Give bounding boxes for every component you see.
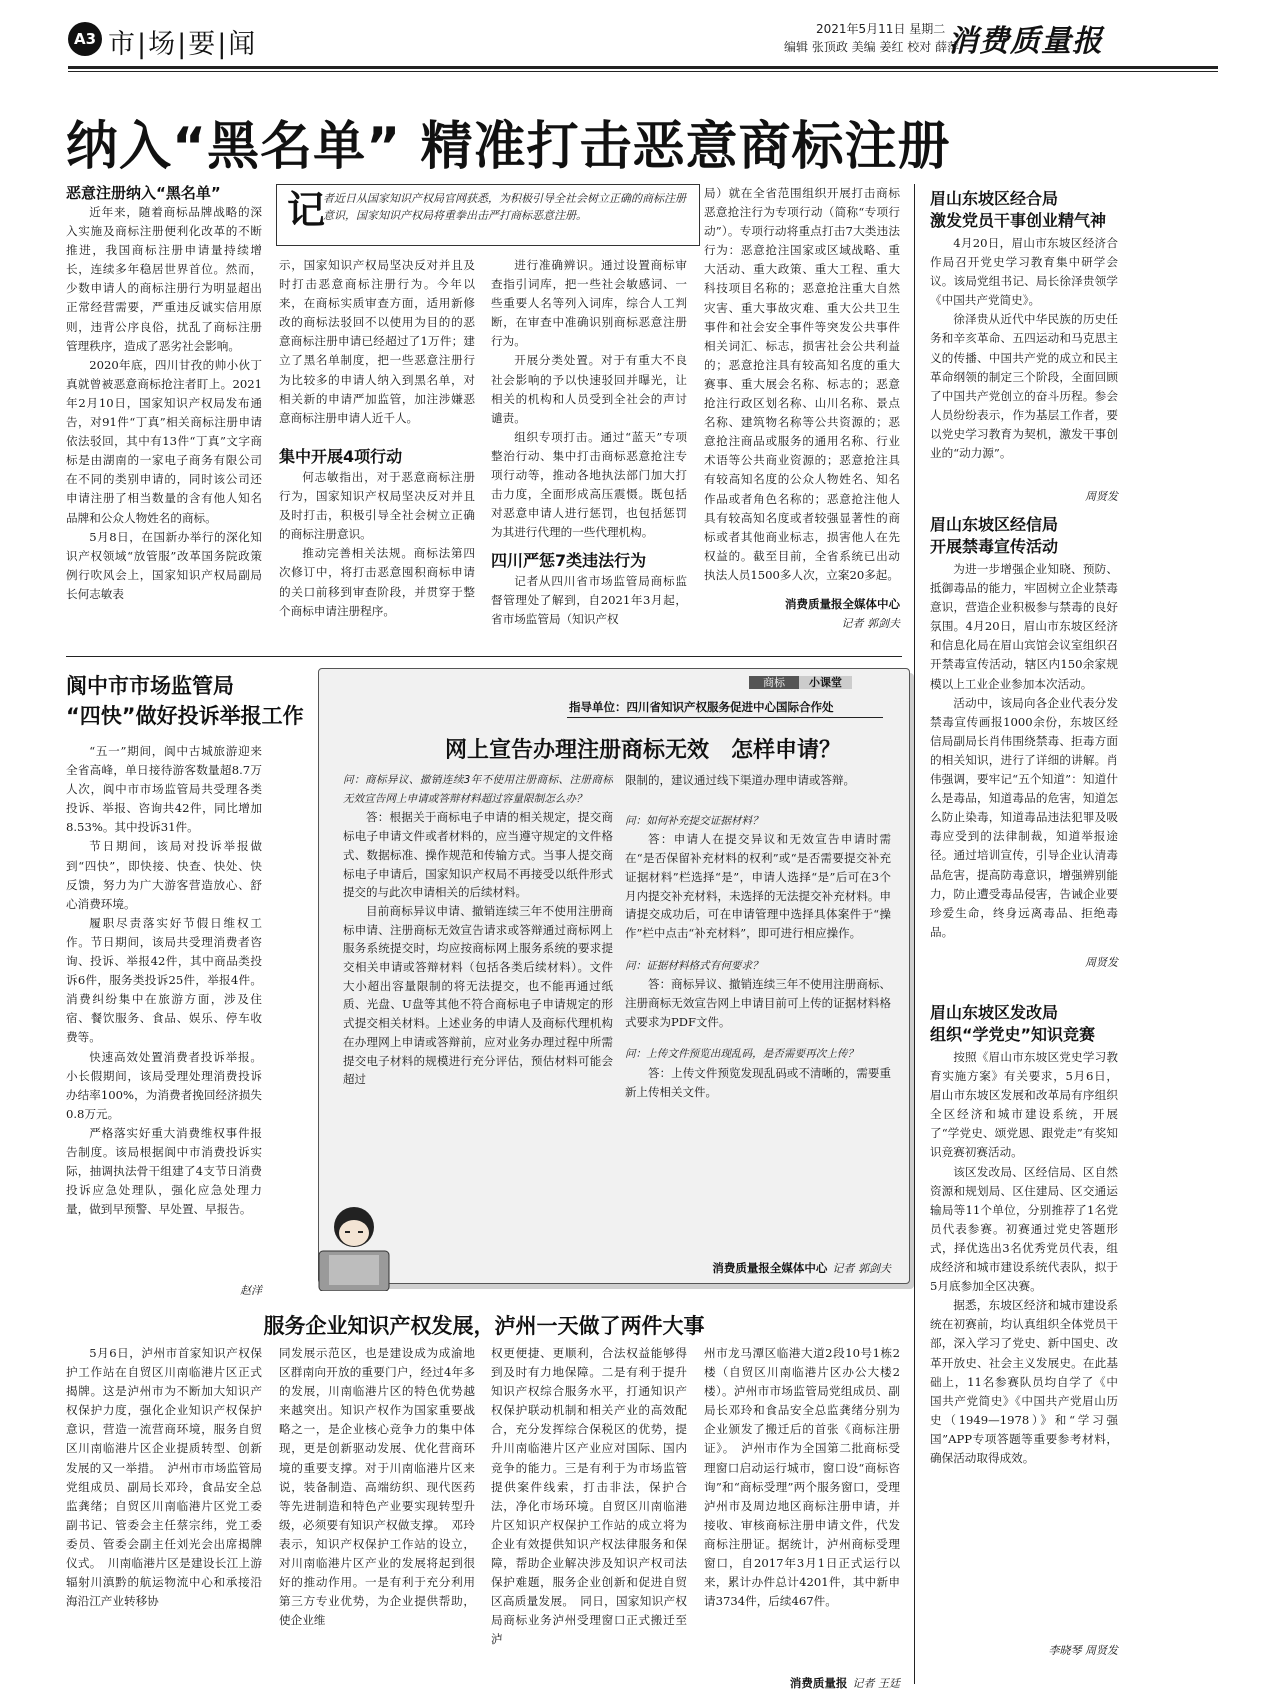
paragraph: 2020年底，四川甘孜的帅小伙丁真就曾被恶意商标抢注者盯上。2021年2月10日，国家知识产权局发布通告，对91件“丁真”相关商标注册申请依法驳回，其中有13件“丁真”文字商标是由湖南的一家电子商务有限公司在不同的类别申请的，同时该公司还申请注册了相当数量的含有他人知名品牌和公众人物姓名的商标。 <box>66 357 262 525</box>
masthead-rule <box>68 66 1218 69</box>
paragraph: 局）就在全省范围组织开展打击商标恶意抢注行为专项行动（简称“专项行动”）。专项行动将重点打击7大类违法行为：恶意抢注国家或区域战略、重大活动、重大政策、重大工程、重大科技项目名称的；恶意抢注重大自然灾害、重大事故灾难、重大公共卫生事件和社会安全事件等突发公共事件相关词汇、标志，损害社会公共利益的；恶意抢注具有较高知名度的重大赛事、重大展会名称、标志的；恶意抢注行政区划名称、山川名称、景点名称、建筑物名称等公共资源的；恶意抢注商品或服务的通用名称、行业术语等公共商业资源的；恶意抢注具有较高知名度的公众人物姓名、知名作品或者角色名称的；恶意抢注他人具有较高知名度或者较强显著性的商标或者其他商业标志，损害他人在先权益的。截至目前，全省系统已出动执法人员1500多人次，立案20多起。 <box>704 186 900 582</box>
paragraph: 该区发改局、区经信局、区自然资源和规划局、区住建局、区交通运输局等11个单位，分别推荐了1名党员代表参赛。初赛通过党史答题形式，择优选出3名优秀党员代表，组成经济和城市建设系统代表队，拟于5月底参加全区决赛。 <box>930 1164 1118 1294</box>
lead-reporter: 记者 郭剑夫 <box>841 617 900 630</box>
qa-paragraph: 限制的，建议通过线下渠道办理申请或答辩。 <box>625 773 855 787</box>
sidebar-a1-title-1: 眉山东坡区经合局 <box>930 189 1059 208</box>
luzhou-credit-line <box>704 1672 900 1691</box>
langzhong-title-1: 阆中市市场监管局 <box>66 674 234 698</box>
qa-question: 问：上传文件预览出现乱码，是否需要再次上传？ <box>625 1048 859 1061</box>
qa-tag-main: 商标 <box>749 676 799 689</box>
sidebar-a2-author: 周贤发 <box>1085 956 1118 969</box>
qa-box <box>318 668 910 1284</box>
paragraph: 近年来，随着商标品牌战略的深入实施及商标注册便利化改革的不断推进，我国商标注册申请量持续增长，连续多年稳居世界首位。然而，少数申请人的商标注册行为明显超出正常经营需要，严重违反诚实信用原则，违背公序良俗，扰乱了商标注册管理秩序，造成了恶劣社会影响。 <box>66 205 262 353</box>
luzhou-credit: 消费质量报 <box>789 1676 848 1690</box>
lead-col-4 <box>704 184 900 592</box>
qa-answer: 答：商标异议、撤销连续三年不使用注册商标、注册商标无效宣告网上申请目前可上传的证据材料格式要求为PDF文件。 <box>625 977 891 1029</box>
luzhou-col-1 <box>66 1344 262 1688</box>
qa-paragraph: 目前商标异议申请、撤销连续三年不使用注册商标申请、注册商标无效宣告请求或答辩通过商标网上服务系统提交时，均应按商标网上服务系统的要求提交相关申请或答辩材料（包括各类后续材料）。文件大小超出容量限制的将无法提交，也不能再通过纸质、光盘、U盘等其他不符合商标电子申请规定的形式提交相关材料。上述业务的申请人及商标代理机构在办理网上申请或答辩前，应对业务办理过程中所需提交电子材料的规模进行充分评估，预估材料可能会超过 <box>343 903 613 1087</box>
paragraph: 记者从四川省市场监管局商标监督管理处了解到，自2021年3月起，省市场监管局（知识产权 <box>491 574 687 627</box>
sidebar-a3-author: 李晓琴 周贤发 <box>1048 1644 1118 1657</box>
sidebar-divider <box>914 184 915 1684</box>
section-title: 市|场|要|闻 <box>108 29 258 60</box>
qa-answer: 答：根据关于商标电子申请的相关规定，提交商标电子申请文件或者材料的，应当遵守规定的文件格式、数据标准、操作规范和传输方式。当事人提交商标电子申请后，国家知识产权局不再接受以纸件形式提交的与此次申请相关的后续材料。 <box>343 810 613 900</box>
luzhou-headline: 服务企业知识产权发展，泸州一天做了两件大事 <box>263 1314 705 1338</box>
qa-question: 问：如何补充提交证据材料？ <box>625 814 763 827</box>
paragraph: 权更便捷、更顺利，合法权益能够得到及时有力地保障。二是有利于提升知识产权综合服务水平，打通知识产权保护联动机制和相关产业的高效配合，充分发挥综合保税区的优势，提升川南临港片区产业应对国际、国内竞争的能力。三是有利于为市场监管提供案件线索，打击非法，保护合法，净化市场环境。自贸区川南临港片区知识产权保护工作站的成立将为企业有效提供知识产权法律服务和保障，帮助企业解决涉及知识产权司法保护难题，服务企业创新和促进自贸区高质量发展。 同日，国家知识产权局商标业务泸州受理窗口正式搬迁至泸 <box>491 1346 687 1647</box>
paragraph: 据悉，东坡区经济和城市建设系统在初赛前，均认真组织全体党员干部，深入学习了党史、新中国史、改革开放史、社会主义发展史。在此基础上，11名参赛队员均自学了《中国共产党简史》《中国共产党眉山历史（1949—1978）》和“学习强国”APP专项答题等重要参考材料，确保活动取得成效。 <box>930 1298 1118 1465</box>
paragraph: 按照《眉山市东坡区党史学习教育实施方案》有关要求，5月6日，眉山市东坡区发展和改革局有序组织全区经济和城市建设系统，开展了“学党史、颂党恩、跟党走”有奖知识竞赛初赛活动。 <box>930 1050 1118 1160</box>
lead-col-3a <box>491 256 687 540</box>
lead-col-2b <box>279 468 475 652</box>
qa-title: 网上宣告办理注册商标无效 怎样申请？ <box>444 738 841 763</box>
paragraph: 为进一步增强企业知晓、预防、抵御毒品的能力，牢固树立企业禁毒意识，营造企业积极参与禁毒的良好氛围。4月20日，眉山市东坡区经济和信息化局在眉山宾馆会议室组织召开禁毒宣传活动，辖区内150余家规模以上工业企业参加本次活动。 <box>930 562 1118 691</box>
masthead <box>68 16 1218 66</box>
lead-credit: 消费质量报全媒体中心 <box>785 597 900 611</box>
qa-col-left <box>343 771 613 1191</box>
sidebar-a2-title-2: 开展禁毒宣传活动 <box>930 537 1059 556</box>
paragraph: 州市龙马潭区临港大道2段10号1栋2楼（自贸区川南临港片区办公大楼2楼）。泸州市市场监管局党组成员、副局长邓玲和食品安全总监龚绪分别为企业颁发了搬迁后的首张《商标注册证》。 泸州市作为全国第二批商标受理窗口启动运行城市，窗口设“商标咨询”和“商标受理”两个服务窗口，受理泸州市及周边地区商标注册申请，并接收、审核商标注册申请文件，代发商标注册证。据统计，泸州商标受理窗口，自2017年3月1日正式运行以来，累计办件总计4201件，其中新申请3734件，后续467件。 <box>704 1346 900 1609</box>
intro-dropcap: 记 <box>287 188 326 232</box>
sidebar-a1-title-2: 激发党员干事创业精气神 <box>930 211 1107 230</box>
intro-box <box>276 184 700 246</box>
paragraph: 徐泽贵从近代中华民族的历史任务和辛亥革命、五四运动和马克思主义的传播、中国共产党的成立和民主革命纲领的制定三个阶段，全面回顾了中国共产党创立的奋斗历程。参会人员纷纷表示，作为基层工作者，要以党史学习教育为契机，激发干事创业的“动力源”。 <box>930 312 1118 461</box>
qa-answer: 答：上传文件预览发现乱码或不清晰的，需要重新上传相关文件。 <box>625 1066 891 1099</box>
lead-subheading-3: 四川严惩7类违法行为 <box>491 551 647 570</box>
luzhou-col-3 <box>491 1344 687 1688</box>
paragraph: 严格落实好重大消费维权事件报告制度。该局根据阆中市消费投诉实际，抽调执法骨干组建了4支节日消费投诉应急处理队，强化应急处理力量，做到早预警、早处置、早报告。 <box>66 1125 262 1217</box>
paragraph: 开展分类处置。对于有重大不良社会影响的予以快速驳回并曝光，让相关的机构和人员受到全社会的声讨谴责。 <box>491 353 687 425</box>
qa-col-right <box>625 771 891 1251</box>
lead-col-3b <box>491 572 687 652</box>
langzhong-title-2: “四快”做好投诉举报工作 <box>66 704 304 728</box>
paragraph: 同发展示范区，也是建设成为成渝地区群南向开放的重要门户，经过4年多的发展，川南临港片区的特色优势越来越突出。知识产权作为国家重要战略之一，是企业核心竞争力的集中体现，更是创新驱动发展、优化营商环境的重要支撑。对于川南临港片区来说，装备制造、高端纺织、现代医药等先进制造和特色产业要实现转型升级，必须要有知识产权做支撑。 邓玲表示，知识产权保护工作站的设立，对川南临港片区产业的发展将起到很好的推动作用。一是有利于充分利用第三方专业优势，为企业提供帮助，使企业维 <box>279 1346 475 1628</box>
paragraph: 履职尽责落实好节假日维权工作。节日期间，该局共受理消费者咨询、投诉、举报42件，其中商品类投诉6件，服务类投诉25件，举报4件。消费纠纷集中在旅游方面，涉及住宿、餐饮服务、食品、娱乐、停车收费等。 <box>66 915 262 1045</box>
paragraph: 节日期间，该局对投诉举报做到“四快”，即快接、快查、快处、快反馈，努力为广大游客营造放心、舒心消费环境。 <box>66 839 262 911</box>
editors-line: 编辑 张顶政 美编 姜红 校对 薛萍 <box>784 40 960 54</box>
paper-name: 消费质量报 <box>948 24 1103 59</box>
qa-question: 问：证据材料格式有何要求？ <box>625 959 763 972</box>
paragraph: 5月6日，泸州市首家知识产权保护工作站在自贸区川南临港片区正式揭牌。这是泸州市为不断加大知识产权保护力度，强化企业知识产权保护意识，营造一流营商环境，服务自贸区川南临港片区企业提质转型、创新发展的又一举措。 泸州市市场监管局党组成员、副局长邓玲，食品安全总监龚绪；自贸区川南临港片区党工委副书记、管委会主任蔡宗纬，党工委委员、管委会副主任刘光会出席揭牌仪式。 川南临港片区是建设长江上游辐射川滇黔的航运物流中心和承接沿海沿江产业转移协 <box>66 1346 262 1609</box>
qa-guide: 指导单位：四川省知识产权服务促进中心国际合作处 <box>569 700 834 714</box>
sidebar-a2-body <box>930 560 1118 952</box>
paragraph: 活动中，该局向各企业代表分发禁毒宣传画报1000余份，东坡区经信局副局长肖伟围绕禁毒、拒毒方面的相关知识，进行了详细的讲解。肖伟强调，要牢记“五个知道”：知道什么是毒品，知道毒品的危害，知道怎么防止染毒，知道毒品违法犯罪及吸毒应受到的法律制裁，知道举报途径。通过培训宣传，引导企业认清毒品危害，提高防毒意识，增强辨别能力，防止遭受毒品侵害，告诫企业要珍爱生命，终身远离毒品、拒绝毒品。 <box>930 695 1118 939</box>
paragraph: 5月8日，在国新办举行的深化知识产权领域“放管服”改革国务院政策例行吹风会上，国家知识产权局副局长何志敏表 <box>66 529 262 601</box>
intro-text: 者近日从国家知识产权局官网获悉，为积极引导全社会树立正确的商标注册意识，国家知识产权局将重拳出击严打商标恶意注册。 <box>323 192 686 222</box>
sidebar-a3-title-2: 组织“学党史”知识竞赛 <box>930 1025 1096 1044</box>
qa-guide-rule <box>567 717 883 718</box>
paragraph: 推动完善相关法规。商标法第四次修订中，将打击恶意囤积商标申请的关口前移到审查阶段，并贯穿于整个商标申请注册程序。 <box>279 546 475 618</box>
sidebar-a3-title-1: 眉山东坡区发改局 <box>930 1003 1059 1022</box>
luzhou-col-2 <box>279 1344 475 1688</box>
paragraph: 何志敏指出，对于恶意商标注册行为，国家知识产权局坚决反对并且及时打击，积极引导全社会树立正确的商标注册意识。 <box>279 470 475 542</box>
lead-subheading-2: 集中开展4项行动 <box>279 447 403 466</box>
lead-subheading-1: 恶意注册纳入“黑名单” <box>66 184 221 202</box>
lead-col-1 <box>66 203 262 651</box>
sidebar-a3-body <box>930 1048 1118 1638</box>
paragraph: 4月20日，眉山市东坡区经济合作局召开党史学习教育集中研学会议。该局党组书记、局长徐泽贵领学《中国共产党简史》。 <box>930 236 1118 308</box>
section-divider <box>66 656 902 657</box>
luzhou-reporter: 记者 王廷 <box>852 1677 900 1690</box>
paragraph: 示，国家知识产权局坚决反对并且及时打击恶意商标注册行为。今年以来，在商标实质审查方面，适用新修改的商标法驳回不以使用为目的的恶意商标注册申请已经超过了1万件；建立了黑名单制度，把一些恶意注册行为比较多的申请人纳入到黑名单，对相关新的申请严加监管，加注涉嫌恶意商标注册申请人近千人。 <box>279 258 475 425</box>
paragraph: “五一”期间，阆中古城旅游迎来全省高峰，单日接待游客数量超8.7万人次，阆中市市场监管局共受理各类投诉、举报、咨询共42件，同比增加8.53%。其中投诉31件。 <box>66 744 262 835</box>
luzhou-col-4 <box>704 1344 900 1668</box>
paragraph: 组织专项打击。通过“蓝天”专项整治行动、集中打击商标恶意抢注专项行动等，推动各地执法部门加大打击力度，全面形成高压震慑。既包括对恶意申请人进行惩罚，也包括惩罚为其进行代理的一些代理机构。 <box>491 429 687 540</box>
sidebar-a1-body <box>930 234 1118 484</box>
qa-credit: 消费质量报全媒体中心 <box>712 1261 828 1275</box>
issue-date: 2021年5月11日 星期二 <box>816 22 946 36</box>
sidebar-a2-title-1: 眉山东坡区经信局 <box>930 515 1059 534</box>
masthead-rule-thin <box>68 71 1218 72</box>
qa-reporter: 记者 郭剑夫 <box>832 1262 891 1275</box>
reporter-illustration <box>309 1205 399 1291</box>
qa-tag-sub: 小课堂 <box>799 676 852 689</box>
cartoon-person-icon <box>309 1205 399 1291</box>
lead-col-2a <box>279 256 475 436</box>
langzhong-body <box>66 742 262 1278</box>
qa-col-left-tail <box>409 1193 613 1277</box>
paragraph: 快速高效处置消费者投诉举报。小长假期间，该局受理处理消费投诉办结率100%，为消费者挽回经济损失0.8万元。 <box>66 1049 262 1121</box>
main-headline: 纳入“黑名单” 精准打击恶意商标注册 <box>66 117 951 177</box>
qa-question: 问：商标异议、撤销连续3年不使用注册商标、注册商标无效宣告网上申请或答辩材料超过容量限制怎么办？ <box>343 774 613 805</box>
langzhong-author: 赵洋 <box>240 1284 262 1297</box>
sidebar-a1-author: 周贤发 <box>1085 490 1118 503</box>
qa-tag <box>749 674 852 692</box>
qa-answer: 答：申请人在提交异议和无效宣告申请时需在“是否保留补充材料的权利”或“是否需要提交补充证据材料”栏选择“是”，申请人选择“是”后可在3个月内提交补充材料，未选择的无法提交补充材料。申请提交成功后，可在申请管理中选择具体案件于“操作”栏中点击“补充材料”，即可进行相应操作。 <box>625 832 891 940</box>
qa-credit-line <box>625 1257 891 1276</box>
paragraph: 进行准确辨识。通过设置商标审查指引词库，把一些社会敏感词、一些重要人名等列入词库，综合人工判断，在审查中准确识别商标恶意注册行为。 <box>491 258 687 349</box>
page-number-badge: A3 <box>68 22 102 56</box>
